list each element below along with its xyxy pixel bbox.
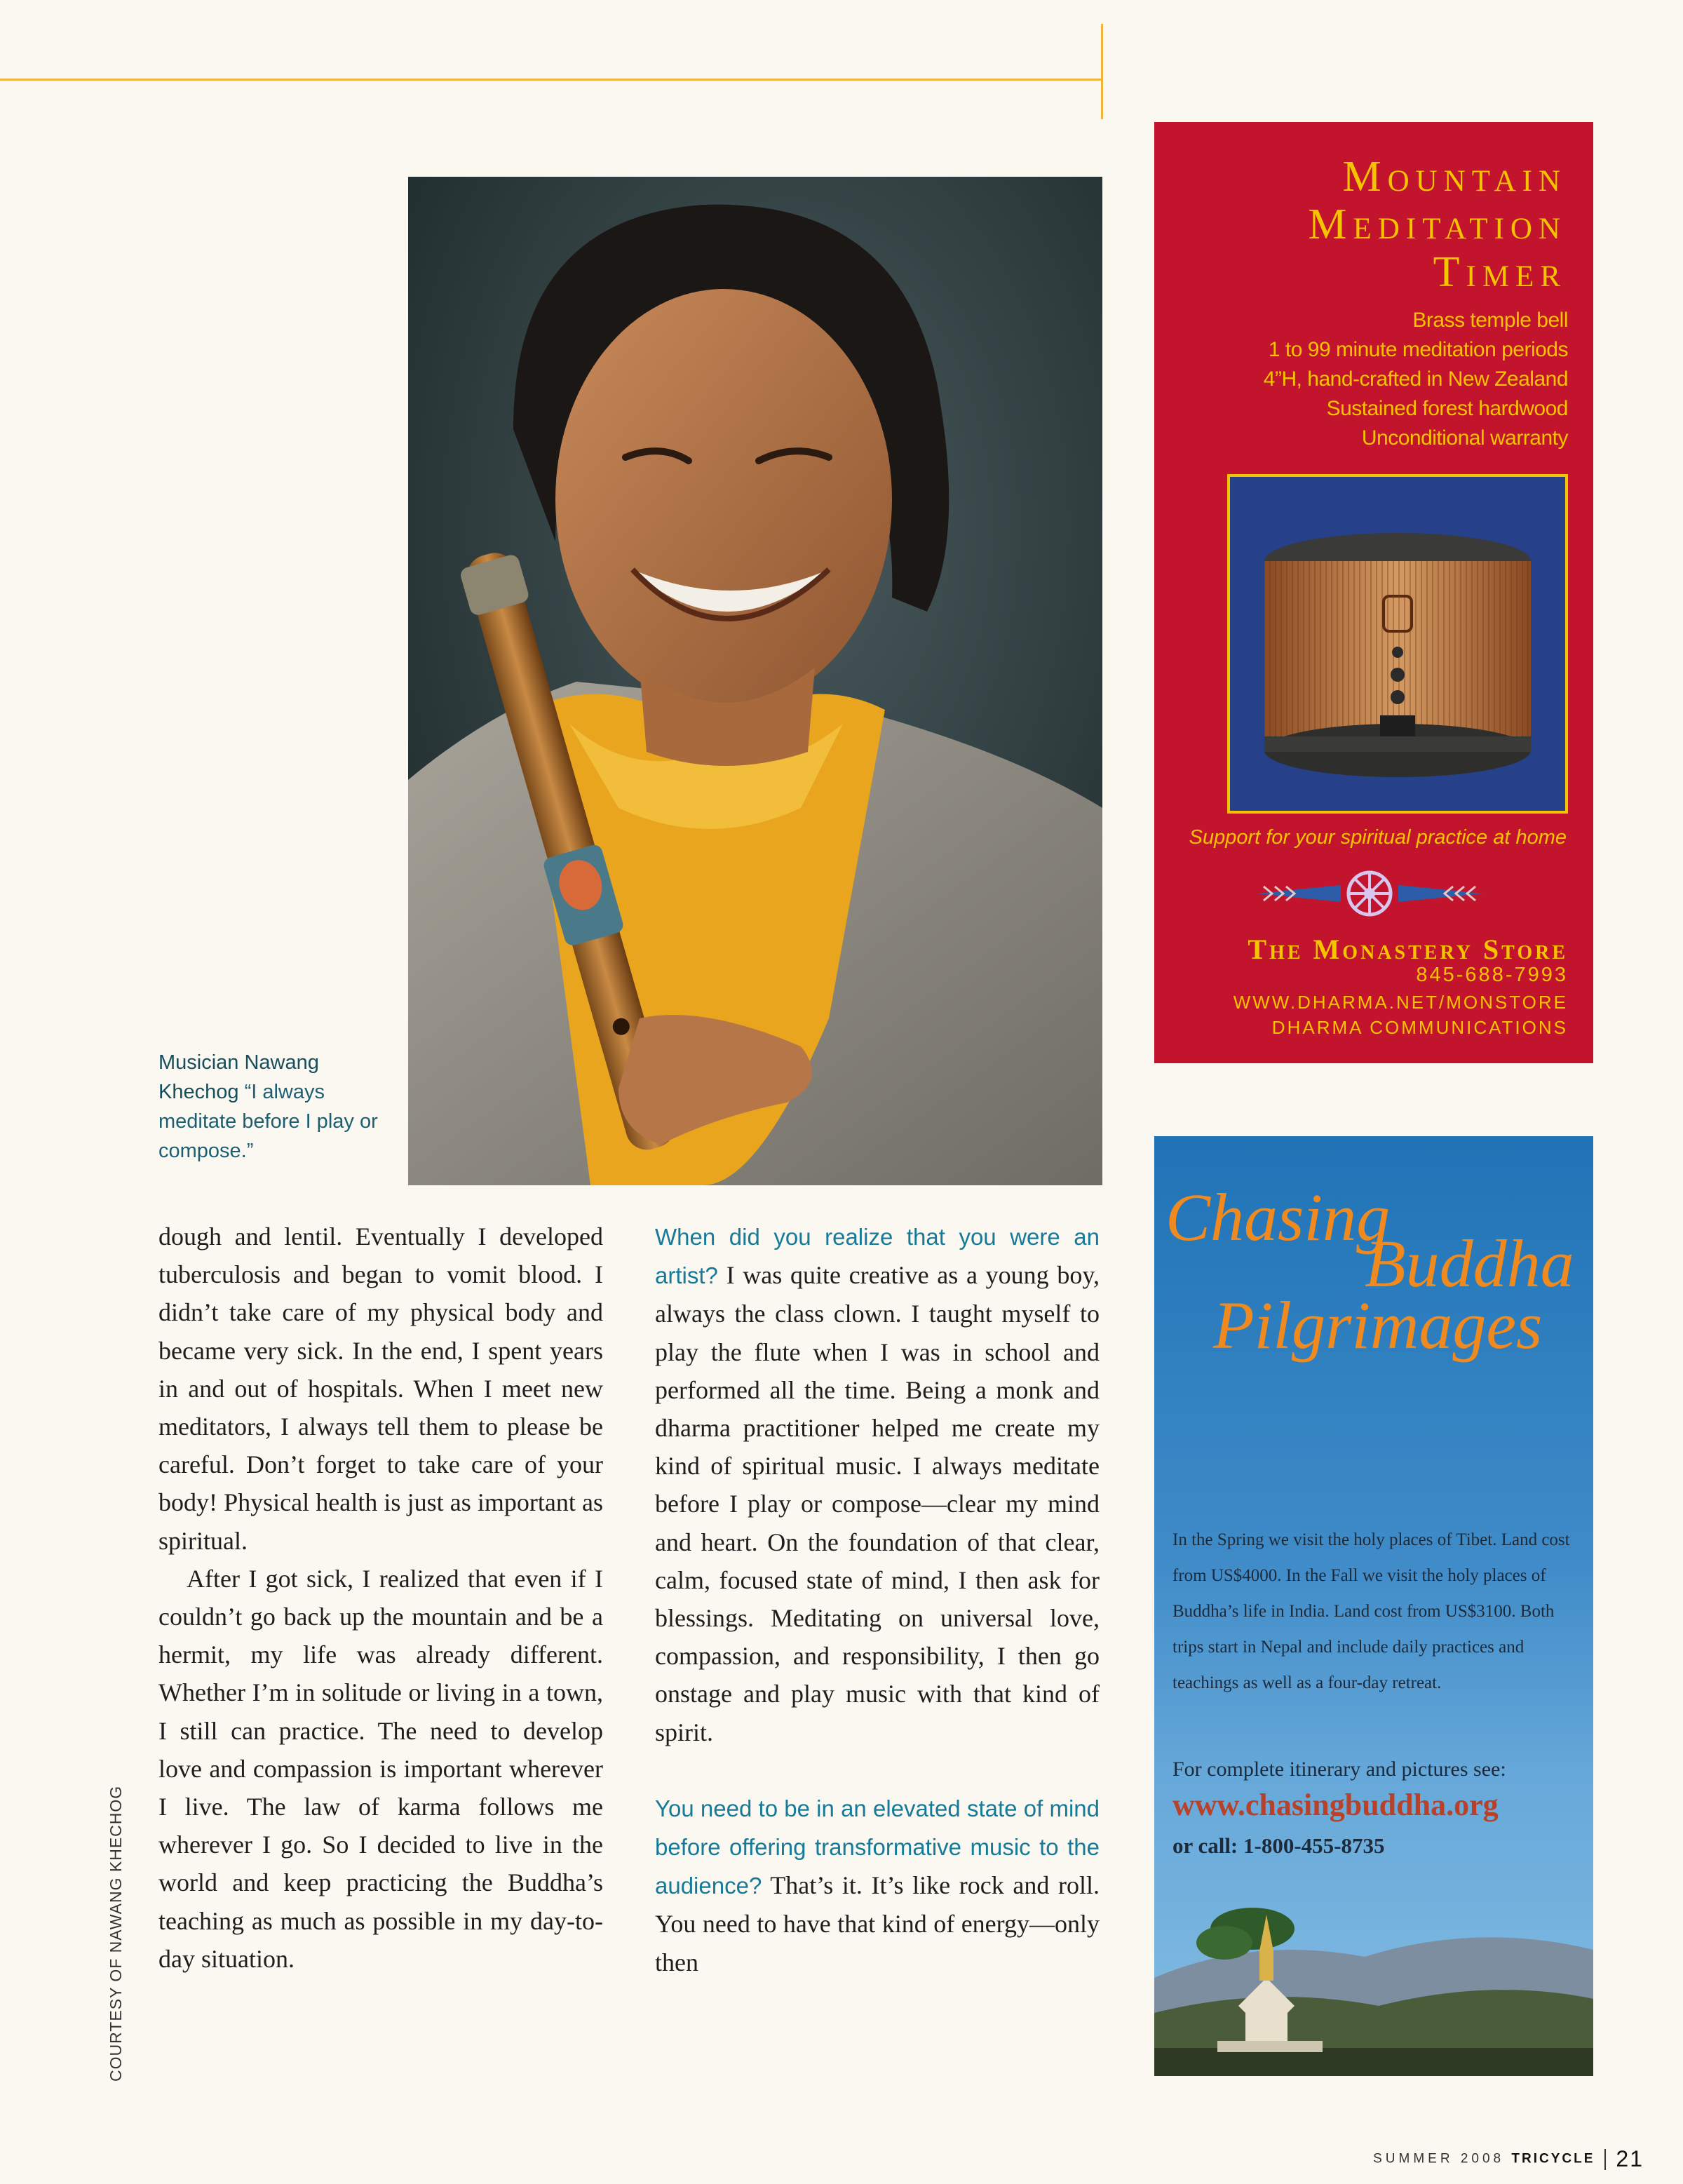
caption-quote: “I always meditate before I play or compose.” — [158, 1081, 378, 1162]
feature-line: 4”H, hand-crafted in New Zealand — [1263, 368, 1568, 391]
musician-photo — [408, 177, 1102, 1185]
ad-timer-title-line: Timer — [1433, 248, 1567, 296]
article-column-left — [158, 1218, 603, 1978]
paragraph-gap — [655, 1751, 1100, 1789]
feature-line: Unconditional warranty — [1361, 426, 1568, 450]
ad-pilgrimage-phone[interactable]: or call: 1-800-455-8735 — [1172, 1833, 1385, 1858]
store-url[interactable]: WWW.DHARMA.NET/MONSTORE — [1233, 992, 1568, 1013]
page-number: 21 — [1616, 2146, 1644, 2171]
feature-line: Brass temple bell — [1412, 309, 1568, 332]
dharma-wheel-icon — [1257, 865, 1482, 922]
article-paragraph: dough and lentil. Eventually I developed tuberculosis and began to vomit blood. I didn’t take care of my physical body and became very sick. In the end, I spent years in and out of hospitals. When I meet new meditators, I always tell them to please be careful. Don’t forget to take care of your body! Physical health is just as important as spiritual. — [158, 1222, 603, 1555]
store-phone[interactable]: 845-688-7993 — [1416, 964, 1568, 986]
ad-pilgrimage-title-line: Chasing — [1165, 1180, 1391, 1255]
footer-magazine: TRICYCLE — [1511, 2151, 1595, 2166]
page-footer — [1373, 2146, 1644, 2172]
ad-timer-title-line: Meditation — [1308, 201, 1567, 248]
feature-line: 1 to 99 minute meditation periods — [1268, 338, 1568, 361]
answer-2-text: That’s it. It’s like rock and roll. You need to have that kind of energy—only then — [655, 1871, 1100, 1976]
feature-line: Sustained forest hardwood — [1326, 397, 1568, 420]
timer-product-illustration — [1230, 477, 1565, 811]
musician-photo-illustration — [408, 177, 1102, 1185]
ad-timer-title-line: Mountain — [1342, 153, 1567, 201]
ad-timer-tagline: Support for your spiritual practice at home — [1189, 826, 1567, 849]
photo-caption — [158, 1048, 390, 1166]
store-company: DHARMA COMMUNICATIONS — [1271, 1017, 1568, 1038]
top-rule — [0, 79, 1102, 81]
interview-answer-1 — [655, 1218, 1100, 1751]
article-column-middle — [655, 1218, 1100, 1981]
answer-1-text: I was quite creative as a young boy, always the class clown. I taught myself to play the flute when I was in school and performed all the time. Being a monk and dharma practitioner helped me create my kind of spiritual music. I always meditate before I play or compose—clear my mind and heart. On the foundation of that clear, calm, focused state of mind, I then ask for blessings. Meditating on universal love, compassion, and responsibility, I then go onstage and play music with that kind of spirit. — [655, 1261, 1100, 1746]
ad-pilgrimage-url[interactable]: www.chasingbuddha.org — [1172, 1788, 1499, 1822]
caption-name: Musician Nawang Khechog — [158, 1051, 319, 1103]
footer-issue: SUMMER 2008 — [1373, 2151, 1505, 2166]
interview-question-1: When did you realize that you were an artist? — [655, 1224, 1100, 1289]
ad-timer-title — [1308, 153, 1567, 296]
ad-pilgrimage-title-line: Pilgrimages — [1213, 1288, 1543, 1363]
article-paragraph: After I got sick, I realized that even if I couldn’t go back up the mountain and be a hermit, my life was already different. Whether I’m in solitude or living in a town, I still can practice. The need to develop love and compassion is important wherever I live. The law of karma follows me wherever I go. So I decided to live in the world and keep practicing the Buddha’s teaching as much as possible in my day-to-day situation. — [158, 1564, 603, 1973]
stupa-landscape-photo — [1154, 1873, 1593, 2076]
interview-question-2: You need to be in an elevated state of mind before offering transformative music to the audience? — [655, 1795, 1100, 1899]
ad-timer-features — [1264, 306, 1568, 453]
interview-answer-2 — [655, 1789, 1100, 1981]
ad-pilgrimage-itinerary: For complete itinerary and pictures see: — [1172, 1758, 1506, 1781]
ad-pilgrimage-title-line: Buddha — [1365, 1226, 1574, 1301]
ad-chasing-buddha[interactable] — [1154, 1136, 1593, 2076]
footer-divider — [1604, 2149, 1606, 2170]
photo-credit: COURTESY OF NAWANG KHECHOG — [107, 1785, 125, 2082]
store-name: The Monastery Store — [1248, 933, 1568, 965]
top-rule-vertical — [1101, 24, 1103, 119]
ad-pilgrimage-description: In the Spring we visit the holy places of Tibet. Land cost from US$4000. In the Fall we visit the holy places of Buddha’s life in India. Land cost from US$3100. Both trips start in Nepal and include daily practices and teachings as well as a four-day retreat. — [1172, 1530, 1570, 1692]
ad-meditation-timer[interactable] — [1154, 122, 1593, 1063]
timer-product-image — [1227, 474, 1568, 814]
